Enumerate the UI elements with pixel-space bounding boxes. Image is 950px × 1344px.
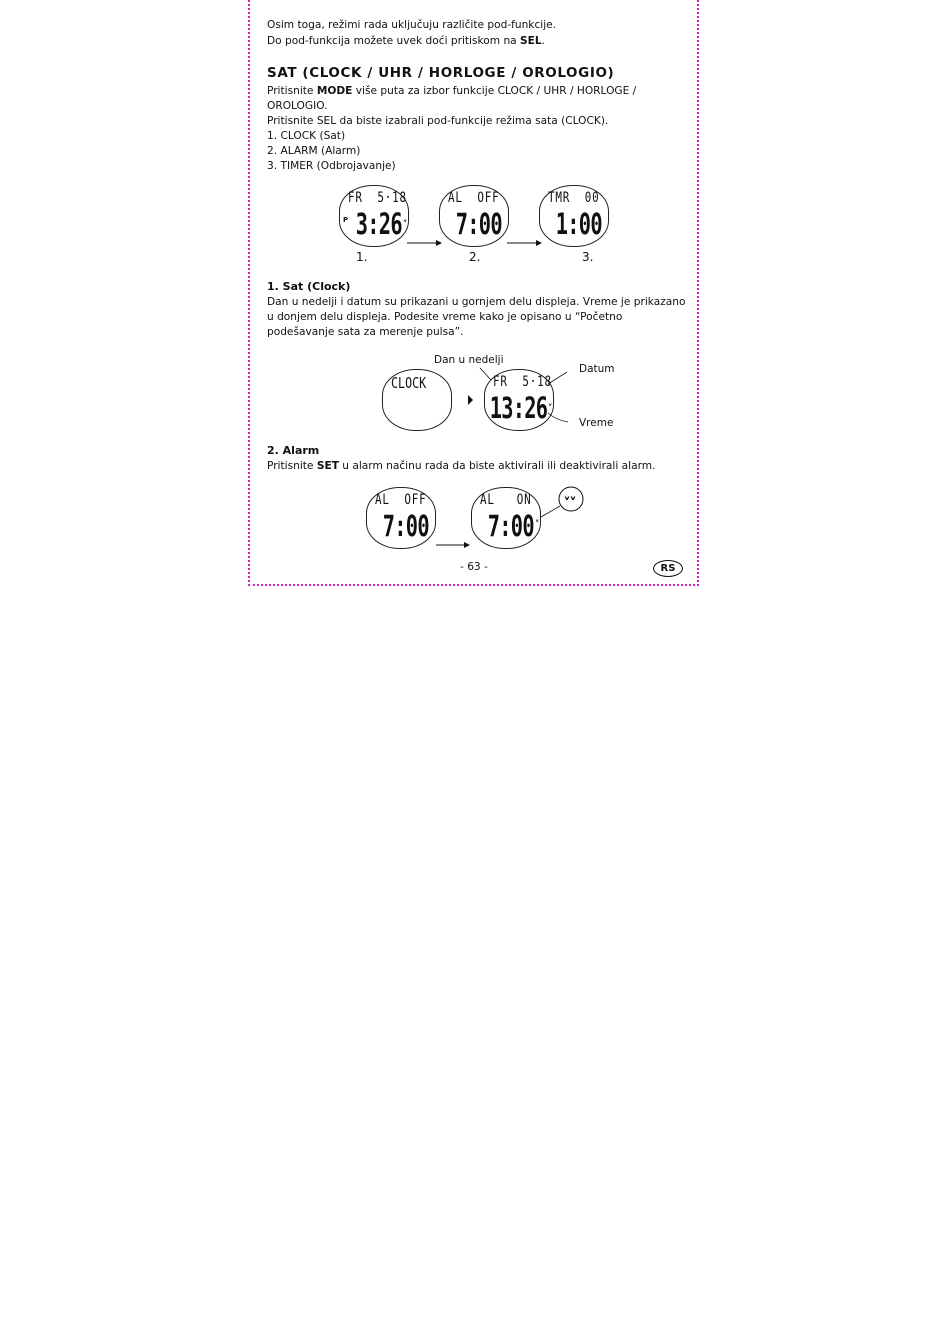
list-item-timer: 3. TIMER (Odbrojavanje) bbox=[267, 160, 396, 172]
alarm-icon-large: ᵛᵛ bbox=[564, 493, 577, 507]
alarm-icon: ᵥ bbox=[535, 516, 539, 524]
clock-mode-text: CLOCK bbox=[391, 374, 427, 392]
intro-line-1: Osim toga, režimi rada uključuju različite pod-funkcije. bbox=[267, 19, 557, 31]
label-time: Vreme bbox=[579, 417, 614, 429]
watch-top-text: FR 5·18 bbox=[348, 190, 407, 206]
watch-bottom-text: 3:26 bbox=[355, 207, 402, 241]
arrow-clock-to-time bbox=[468, 395, 473, 405]
alarm-icon: ᵥ bbox=[548, 400, 552, 408]
step-number-2: 2. bbox=[469, 250, 481, 264]
step-number-3: 3. bbox=[582, 250, 594, 264]
section-heading: SAT (CLOCK / UHR / HORLOGE / OROLOGIO) bbox=[267, 65, 615, 81]
mode-prefix: Pritisnite bbox=[267, 85, 317, 97]
step-number-1: 1. bbox=[356, 250, 368, 264]
clock-subheading: 1. Sat (Clock) bbox=[267, 280, 351, 293]
callout-time bbox=[548, 413, 568, 422]
callout-day bbox=[480, 368, 491, 380]
watch-top-text: AL OFF bbox=[375, 492, 427, 508]
watch-top-text: FR 5·18 bbox=[493, 374, 552, 390]
watch-top-text: AL OFF bbox=[448, 190, 500, 206]
label-day-of-week: Dan u nedelji bbox=[434, 354, 504, 366]
label-date: Datum bbox=[579, 363, 615, 375]
zoom-leader bbox=[541, 506, 560, 517]
mode-key: MODE bbox=[316, 85, 353, 97]
page-number: - 63 - bbox=[460, 561, 488, 573]
list-item-clock: 1. CLOCK (Sat) bbox=[267, 130, 346, 142]
sel-key: SEL bbox=[520, 35, 542, 47]
language-badge: RS bbox=[653, 560, 683, 577]
alarm-suffix: u alarm načinu rada da biste aktivirali ili deaktivirali alarm. bbox=[338, 460, 656, 472]
alarm-prefix: Pritisnite bbox=[267, 460, 317, 472]
pm-indicator: P bbox=[343, 216, 349, 224]
watch-bottom-text: 7:00 bbox=[455, 207, 502, 241]
set-key: SET bbox=[316, 460, 339, 472]
watch-bottom-text: 1:00 bbox=[555, 207, 602, 241]
intro-line-2-text: Do pod-funkcija možete uvek doći pritiskom na bbox=[267, 35, 521, 47]
callout-date bbox=[548, 372, 567, 384]
intro-line-2-end: . bbox=[541, 35, 546, 47]
sel-instruction: Pritisnite SEL da biste izabrali pod-funkcije režima sata (CLOCK). bbox=[267, 115, 609, 127]
watch-bottom-text: 7:00 bbox=[487, 509, 534, 543]
watch-top-text: AL ON bbox=[480, 492, 532, 508]
alarm-icon: ᵥ bbox=[403, 216, 407, 224]
clock-description: Dan u nedelji i datum su prikazani u gornjem delu displeja. Vreme je prikazano u donjem delu displeja. Podesite vreme kako je opisano u “Početno podešavanje sata za merenje pulsa”. bbox=[267, 296, 686, 338]
watch-bottom-text: 13:26 bbox=[489, 391, 547, 425]
watch-bottom-text: 7:00 bbox=[382, 509, 429, 543]
mode-line-2: OROLOGIO. bbox=[267, 100, 328, 112]
alarm-subheading: 2. Alarm bbox=[267, 444, 320, 457]
watch-top-text: TMR 00 bbox=[548, 190, 600, 206]
mode-suffix: više puta za izbor funkcije CLOCK / UHR / HORLOGE / bbox=[352, 85, 637, 97]
list-item-alarm: 2. ALARM (Alarm) bbox=[267, 145, 361, 157]
